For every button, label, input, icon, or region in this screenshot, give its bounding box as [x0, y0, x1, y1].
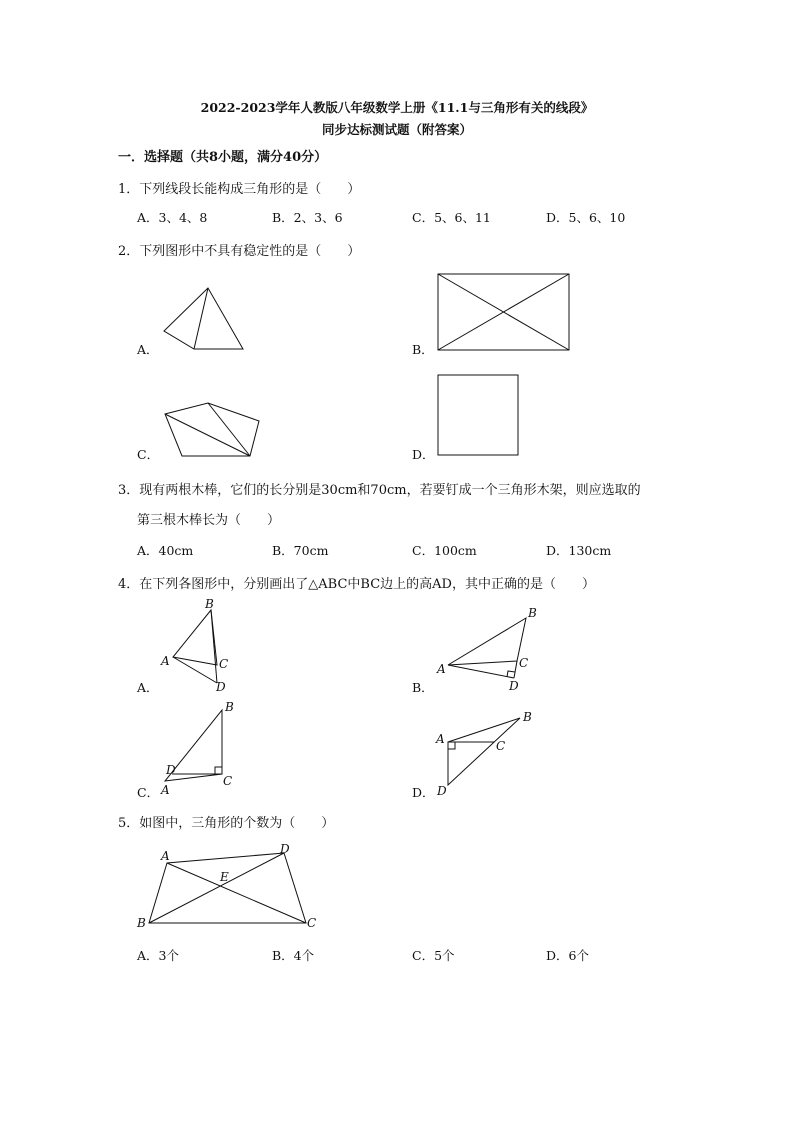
fig4d-right-angle-mark: [448, 742, 455, 749]
question-1-stem: 1．下列线段长能构成三角形的是（ ）: [118, 182, 361, 197]
fig4b-label-a: A: [437, 662, 446, 676]
document-title-line1: 2022-2023学年人教版八年级数学上册《11.1与三角形有关的线段》: [200, 100, 594, 115]
fig4c-right-angle-mark: [215, 767, 222, 774]
question-4-figure-d: [434, 705, 549, 797]
question-2-option-d-label: D．: [412, 447, 435, 462]
question-4-figure-b: [433, 603, 548, 693]
fig4d-triangle: [448, 718, 520, 785]
question-1-option-c: C．5、6、11: [412, 210, 491, 225]
figure-c-diagonal-2: [208, 403, 250, 456]
fig4b-label-b: B: [528, 606, 537, 620]
fig4c-label-b: B: [225, 700, 234, 714]
question-2-option-a-label: A．: [137, 342, 159, 357]
fig4c-label-d: D: [166, 763, 176, 777]
question-4-option-c-label: C．: [137, 785, 160, 800]
question-4-stem: 4．在下列各图形中，分别画出了△ABC中BC边上的高AD，其中正确的是（ ）: [118, 577, 595, 592]
fig5-label-b: B: [137, 916, 146, 930]
question-3-stem-line1: 3．现有两根木棒，它们的长分别是30cm和70cm，若要钉成一个三角形木架，则应选取的: [118, 483, 641, 498]
question-5-option-c: C．5个: [412, 948, 455, 963]
fig4a-triangle: [173, 610, 217, 665]
question-3-option-a: A．40cm: [137, 543, 194, 558]
question-5-option-d: D．6个: [546, 948, 589, 963]
section-heading: 一．选择题（共8小题，满分40分）: [118, 150, 328, 165]
fig4b-label-d: D: [509, 679, 519, 693]
fig4d-label-c: C: [496, 739, 506, 753]
question-5-option-b: B．4个: [272, 948, 315, 963]
fig5-label-d: D: [280, 842, 290, 856]
fig4d-label-b: B: [523, 710, 532, 724]
question-5-option-a: A．3个: [137, 948, 179, 963]
question-2-stem: 2．下列图形中不具有稳定性的是（ ）: [118, 244, 361, 259]
fig5-label-e: E: [220, 870, 229, 884]
question-5-stem: 5．如图中，三角形的个数为（ ）: [118, 816, 335, 831]
figure-c-pentagon: [165, 403, 259, 456]
fig5-label-a: A: [161, 849, 170, 863]
document-title-line2: 同步达标测试题（附答案）: [321, 122, 472, 137]
question-2-option-b-label: B．: [412, 342, 434, 357]
question-2-option-c-label: C．: [137, 447, 160, 462]
question-3-option-c: C．100cm: [412, 543, 477, 558]
question-3-stem-line2: 第三根木棒长为（ ）: [137, 513, 281, 528]
question-4-option-a-label: A．: [137, 680, 159, 695]
question-2-figure-d: [436, 373, 522, 459]
figure-a-quadrilateral: [164, 288, 243, 349]
fig4c-label-a: A: [161, 783, 170, 797]
question-1-option-b: B．2、3、6: [272, 210, 343, 225]
fig4b-right-angle-mark: [507, 671, 515, 677]
question-4-figure-a: [155, 595, 245, 695]
fig5-label-c: C: [307, 916, 317, 930]
figure-c-diagonal-1: [165, 414, 250, 456]
figure-a-diagonal: [194, 288, 208, 349]
question-2-figure-b: [436, 272, 572, 352]
fig4c-label-c: C: [223, 774, 233, 788]
figure-d-square: [438, 375, 518, 455]
question-4-option-b-label: B．: [412, 680, 434, 695]
fig4b-ad: [448, 665, 514, 678]
fig4a-bc-extension: [211, 610, 217, 683]
fig4b-triangle: [448, 618, 526, 665]
question-4-option-d-label: D．: [412, 785, 435, 800]
question-3-option-b: B．70cm: [272, 543, 329, 558]
question-1-option-d: D．5、6、10: [546, 210, 626, 225]
fig4b-label-c: C: [519, 656, 529, 670]
fig4d-label-a: A: [436, 732, 445, 746]
fig4b-bc-extension: [514, 661, 517, 678]
question-3-option-d: D．130cm: [546, 543, 612, 558]
fig4d-label-d: D: [437, 784, 447, 797]
question-2-figure-c: [160, 400, 270, 462]
question-2-figure-a: [160, 285, 250, 355]
fig4a-label-c: C: [219, 657, 229, 671]
fig4a-label-b: B: [205, 597, 214, 611]
question-1-option-a: A．3、4、8: [137, 210, 208, 225]
fig4a-label-a: A: [161, 654, 170, 668]
fig4a-label-d: D: [216, 680, 226, 694]
question-4-figure-c: [158, 697, 238, 801]
fig5-line-ac: [167, 863, 306, 923]
question-5-figure: [134, 838, 324, 938]
